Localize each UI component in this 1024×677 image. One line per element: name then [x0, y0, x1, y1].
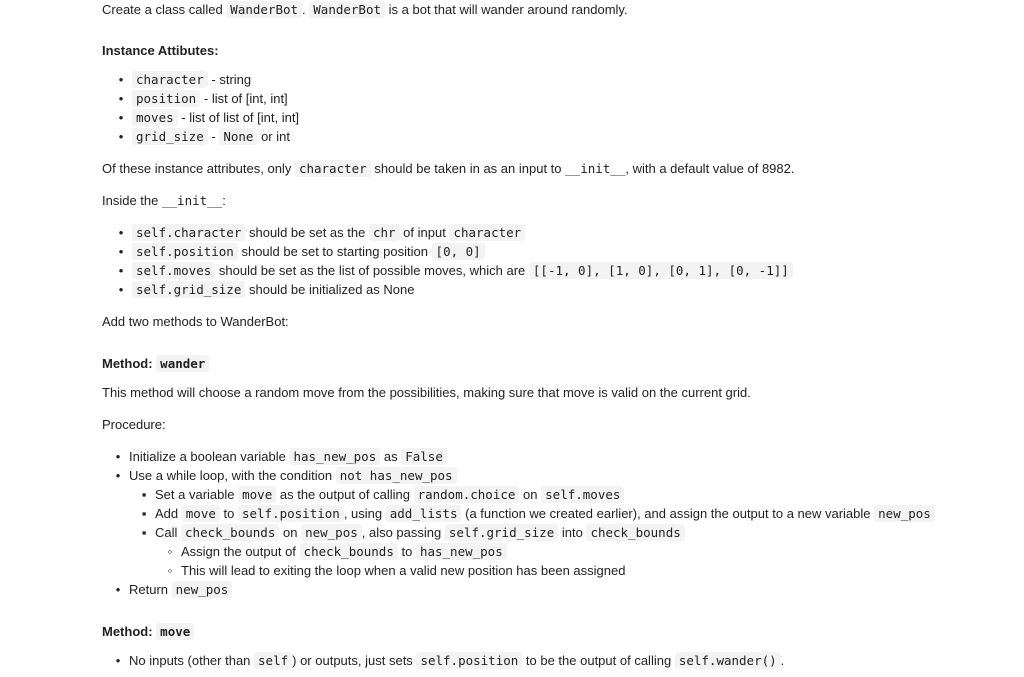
bullet-square: ▪	[141, 487, 147, 502]
text: Add	[155, 506, 179, 521]
bullet-disc: •	[115, 582, 121, 597]
text: Set a variable	[155, 487, 235, 502]
code: False	[401, 448, 447, 465]
list-item	[115, 581, 232, 599]
text: should be taken in as an input to	[374, 161, 562, 176]
bullet-disc: •	[118, 72, 124, 87]
text: .	[780, 653, 785, 668]
attr-name: grid_size	[132, 128, 208, 145]
code: new_pos	[172, 581, 233, 598]
text: Use a while loop, with the condition	[129, 468, 333, 483]
text: Initialize a boolean variable	[129, 449, 286, 464]
text: .	[302, 2, 306, 17]
code: self.grid_size	[445, 524, 558, 541]
bullet-disc: •	[115, 653, 121, 668]
inside-init-paragraph	[102, 192, 226, 210]
bullet-disc: •	[118, 244, 124, 259]
code: character	[295, 160, 371, 177]
list-item	[115, 467, 457, 485]
bullet-circle: ◦	[167, 544, 173, 559]
text: should be set to starting position	[241, 244, 428, 259]
code: move	[182, 505, 220, 522]
code: self.grid_size	[132, 281, 245, 298]
text: -	[211, 72, 216, 87]
list-item	[118, 243, 485, 261]
code: random.choice	[414, 486, 520, 503]
bullet-disc: •	[118, 225, 124, 240]
code: self.character	[132, 224, 245, 241]
text: :	[222, 193, 226, 208]
code: self.position	[416, 652, 522, 669]
list-item	[141, 505, 935, 523]
bullet-disc: •	[115, 468, 121, 483]
method-name: wander	[156, 355, 209, 372]
text: Create a class called	[102, 2, 223, 17]
list-item	[118, 90, 288, 108]
text: of input	[403, 225, 446, 240]
wander-description: This method will choose a random move from the possibilities, making sure that move is valid on the current grid.	[102, 385, 751, 400]
code: has_new_pos	[289, 448, 380, 465]
bullet-disc: •	[115, 449, 121, 464]
text: on	[282, 525, 298, 540]
init-name: __init__	[162, 193, 223, 208]
text: Inside the	[102, 193, 159, 208]
list-item	[118, 281, 415, 299]
add-methods-paragraph: Add two methods to WanderBot:	[102, 314, 289, 329]
attr-name: position	[132, 90, 200, 107]
text: ) or outputs, just sets	[292, 653, 413, 668]
code: move	[238, 486, 276, 503]
code: [[-1, 0], [1, 0], [0, 1], [0, -1]]	[529, 262, 793, 279]
text: should be set as the list of possible moves, which are	[218, 263, 526, 278]
code-class-name: WanderBot	[309, 1, 385, 18]
method-name: move	[156, 623, 194, 640]
list-item	[141, 486, 624, 504]
attr-name: moves	[132, 109, 178, 126]
only-input-paragraph	[102, 160, 794, 178]
attr-type: list of list of [int, int]	[189, 110, 300, 125]
text: (a function we created earlier), and assign the output to a new variable	[465, 506, 871, 521]
bullet-disc: •	[118, 129, 124, 144]
text: to	[401, 544, 413, 559]
init-name: __init__	[565, 161, 626, 176]
list-item	[115, 652, 785, 670]
text: , with a default value of 8982.	[625, 161, 795, 176]
text: Of these instance attributes, only	[102, 161, 292, 176]
text: -	[211, 129, 216, 144]
text: as the output of calling	[279, 487, 410, 502]
bullet-disc: •	[118, 263, 124, 278]
code: check_bounds	[181, 524, 279, 541]
code: check_bounds	[300, 543, 398, 560]
method-label: Method:	[102, 624, 153, 639]
text: , also passing	[361, 525, 442, 540]
code: new_pos	[874, 505, 935, 522]
code: self.moves	[132, 262, 215, 279]
bullet-square: ▪	[141, 506, 147, 521]
text: to be the output of calling	[525, 653, 672, 668]
code: self	[254, 652, 292, 669]
code-none: None	[219, 128, 257, 145]
code: [0, 0]	[432, 243, 485, 260]
attr-type: list of [int, int]	[211, 91, 288, 106]
list-item	[167, 562, 626, 580]
code: self.position	[238, 505, 344, 522]
list-item	[118, 128, 290, 146]
text: as	[383, 449, 398, 464]
text: on	[523, 487, 538, 502]
code: has_new_pos	[416, 543, 507, 560]
code: add_lists	[386, 505, 462, 522]
text: is a bot that will wander around randomly.	[388, 2, 628, 17]
text: to	[223, 506, 235, 521]
code: not has_new_pos	[336, 467, 457, 484]
code: new_pos	[301, 524, 362, 541]
bullet-disc: •	[118, 282, 124, 297]
wander-heading	[102, 355, 209, 373]
list-item	[141, 524, 685, 542]
text: Assign the output of	[181, 544, 296, 559]
list-item	[118, 224, 525, 242]
bullet-disc: •	[118, 110, 124, 125]
text: should be initialized as None	[248, 282, 415, 297]
list-item	[118, 71, 252, 89]
intro-paragraph	[102, 1, 628, 19]
code: character	[449, 224, 525, 241]
attr-type: string	[219, 72, 252, 87]
code: self.position	[132, 243, 238, 260]
attr-name: character	[132, 71, 208, 88]
text: , using	[343, 506, 383, 521]
list-item	[118, 109, 300, 127]
code: chr	[369, 224, 400, 241]
attributes-heading: Instance Attibutes:	[102, 43, 219, 58]
method-label: Method:	[102, 356, 153, 371]
text: should be set as the	[248, 225, 366, 240]
text: -	[203, 91, 209, 106]
bullet-circle: ◦	[167, 563, 173, 578]
text: No inputs (other than	[129, 653, 251, 668]
procedure-label: Procedure:	[102, 417, 166, 432]
text: This will lead to exiting the loop when a valid new position has been assigned	[181, 563, 626, 578]
code: self.wander()	[675, 652, 781, 669]
code-class-name: WanderBot	[226, 1, 302, 18]
text: Call	[155, 525, 178, 540]
bullet-square: ▪	[141, 525, 147, 540]
list-item	[167, 543, 507, 561]
move-heading	[102, 623, 194, 641]
attr-type: or int	[261, 129, 290, 144]
text: Return	[129, 582, 169, 597]
code: check_bounds	[586, 524, 684, 541]
bullet-disc: •	[118, 91, 124, 106]
code: self.moves	[541, 486, 624, 503]
text: into	[561, 525, 583, 540]
list-item	[118, 262, 793, 280]
list-item	[115, 448, 447, 466]
text: -	[181, 110, 186, 125]
